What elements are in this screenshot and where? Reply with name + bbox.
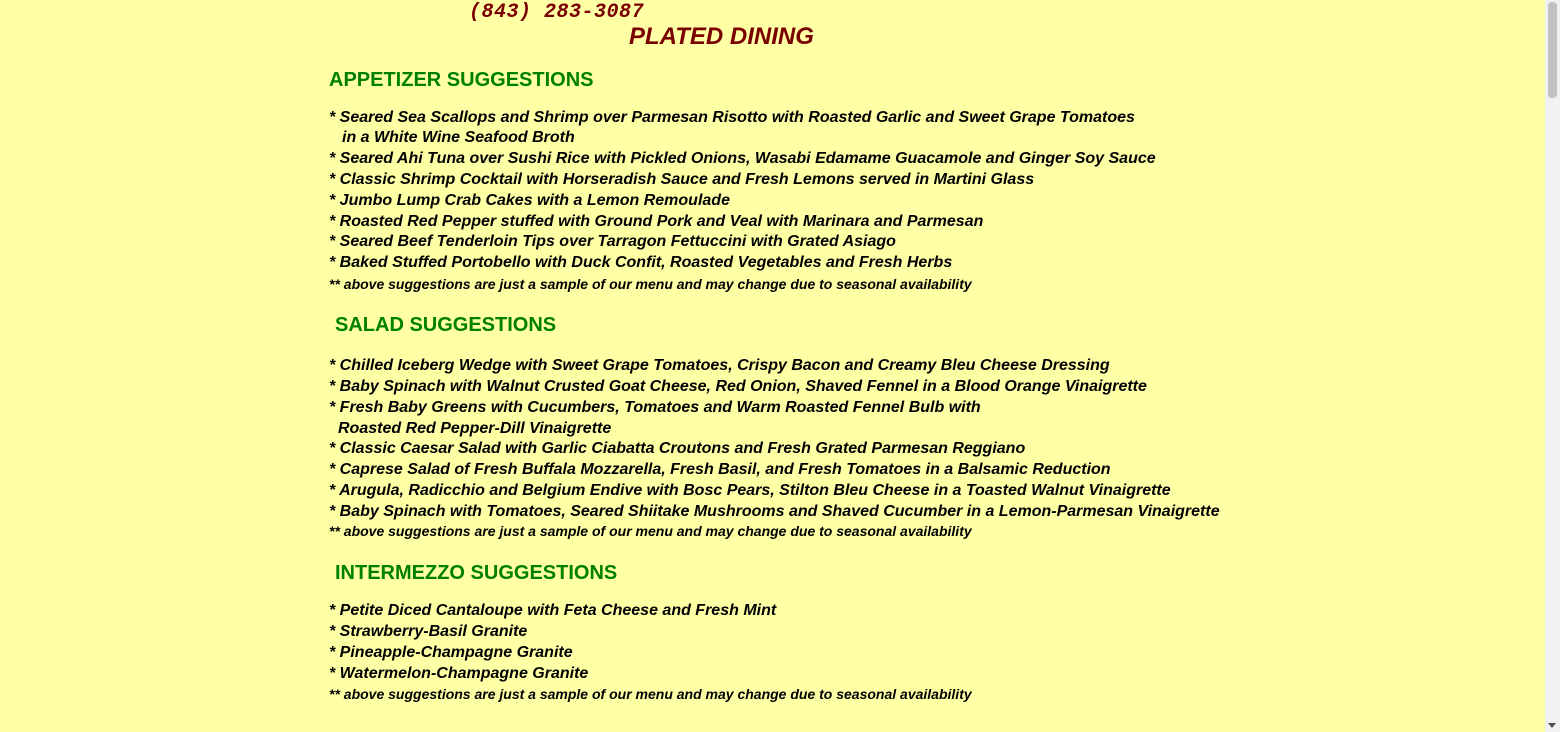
page-title: PLATED DINING [629,23,814,50]
scroll-down-arrow-icon[interactable] [1548,723,1556,728]
list-item: * Baked Stuffed Portobello with Duck Confit, Roasted Vegetables and Fresh Herbs [329,254,953,271]
availability-note: ** above suggestions are just a sample of our menu and may change due to seasonal availability [329,523,972,539]
list-item: * Petite Diced Cantaloupe with Feta Cheese and Fresh Mint [329,602,777,619]
list-item: * Classic Caesar Salad with Garlic Ciabatta Croutons and Fresh Grated Parmesan Reggiano [329,440,1026,457]
list-item: * Fresh Baby Greens with Cucumbers, Tomatoes and Warm Roasted Fennel Bulb with [329,399,981,416]
intermezzo-heading: INTERMEZZO SUGGESTIONS [335,562,618,584]
availability-note: ** above suggestions are just a sample of our menu and may change due to seasonal availability [329,276,972,292]
list-item: Roasted Red Pepper-Dill Vinaigrette [338,420,612,437]
list-item: * Baby Spinach with Tomatoes, Seared Shiitake Mushrooms and Shaved Cucumber in a Lemon-Parmesan Vinaigrette [329,503,1220,520]
list-item: * Strawberry-Basil Granite [329,623,528,640]
list-item: * Chilled Iceberg Wedge with Sweet Grape Tomatoes, Crispy Bacon and Creamy Bleu Cheese Dressing [329,357,1110,374]
list-item: in a White Wine Seafood Broth [342,129,575,146]
salad-heading: SALAD SUGGESTIONS [335,314,557,336]
scrollbar-thumb[interactable] [1548,2,1557,98]
list-item: * Pineapple-Champagne Granite [329,644,573,661]
list-item: * Classic Shrimp Cocktail with Horseradish Sauce and Fresh Lemons served in Martini Glass [329,171,1035,188]
list-item: * Jumbo Lump Crab Cakes with a Lemon Remoulade [329,192,730,209]
list-item: * Arugula, Radicchio and Belgium Endive with Bosc Pears, Stilton Bleu Cheese in a Toasted Walnut Vinaigrette [329,482,1171,499]
phone-number: (843) 283-3087 [469,1,645,24]
list-item: * Watermelon-Champagne Granite [329,665,589,682]
vertical-scrollbar[interactable] [1545,0,1560,732]
list-item: * Roasted Red Pepper stuffed with Ground Pork and Veal with Marinara and Parmesan [329,213,984,230]
list-item: * Baby Spinach with Walnut Crusted Goat Cheese, Red Onion, Shaved Fennel in a Blood Orange Vinaigrette [329,378,1147,395]
availability-note: ** above suggestions are just a sample of our menu and may change due to seasonal availability [329,686,972,702]
appetizer-heading: APPETIZER SUGGESTIONS [329,69,594,91]
list-item: * Seared Beef Tenderloin Tips over Tarragon Fettuccini with Grated Asiago [329,233,896,250]
list-item: * Caprese Salad of Fresh Buffala Mozzarella, Fresh Basil, and Fresh Tomatoes in a Balsamic Reduction [329,461,1111,478]
list-item: * Seared Ahi Tuna over Sushi Rice with Pickled Onions, Wasabi Edamame Guacamole and Ginger Soy Sauce [329,150,1156,167]
list-item: * Seared Sea Scallops and Shrimp over Parmesan Risotto with Roasted Garlic and Sweet Grape Tomatoes [329,109,1135,126]
